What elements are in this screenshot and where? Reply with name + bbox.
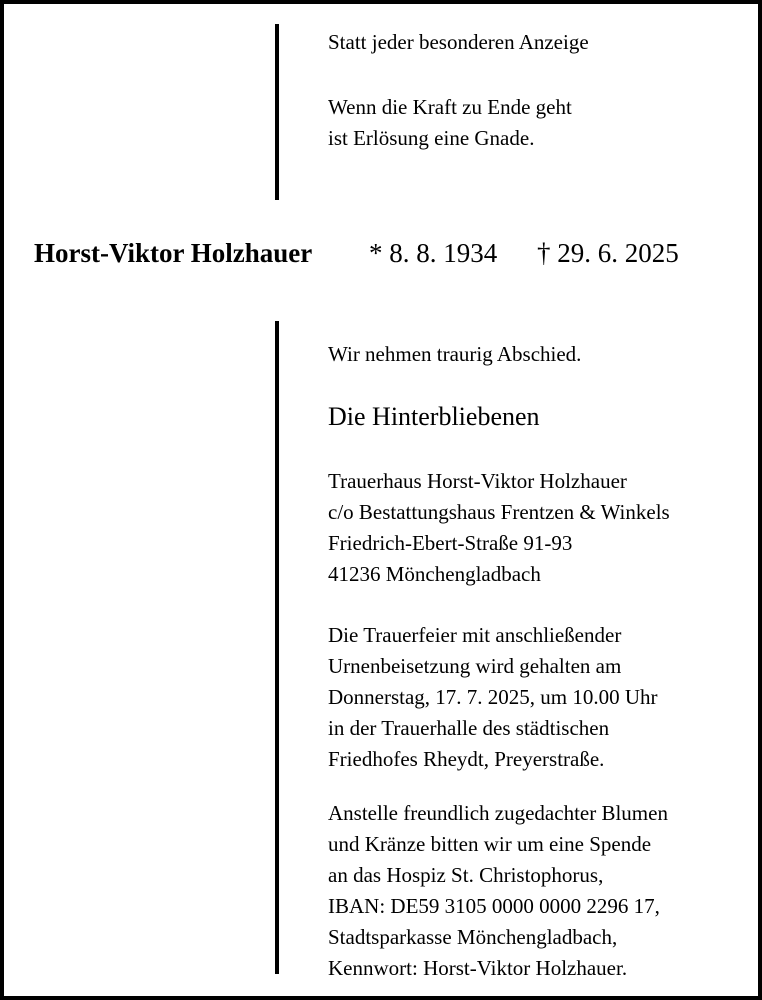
divider-line-bottom <box>275 321 279 974</box>
intro-line: Statt jeder besonderen Anzeige <box>328 30 589 54</box>
birth-date: * 8. 8. 1934 <box>369 238 498 268</box>
funeral-ceremony-info <box>328 620 658 775</box>
mourners-line: Die Hinterbliebenen <box>328 402 540 431</box>
motto-line-1: Wenn die Kraft zu Ende geht <box>328 95 572 119</box>
farewell-text <box>328 339 581 370</box>
motto-line-2: ist Erlösung eine Gnade. <box>328 126 535 150</box>
ceremony-line-3: Donnerstag, 17. 7. 2025, um 10.00 Uhr <box>328 685 658 709</box>
address-line-1: Trauerhaus Horst-Viktor Holzhauer <box>328 469 627 493</box>
address-line-3: Friedrich-Ebert-Straße 91-93 <box>328 531 573 555</box>
ceremony-line-5: Friedhofes Rheydt, Preyerstraße. <box>328 747 605 771</box>
donation-line-1: Anstelle freundlich zugedachter Blumen <box>328 801 668 825</box>
farewell-line: Wir nehmen traurig Abschied. <box>328 342 582 366</box>
divider-line-top <box>275 24 279 200</box>
ceremony-line-1: Die Trauerfeier mit anschließender <box>328 623 622 647</box>
donation-line-2: und Kränze bitten wir um eine Spende <box>328 832 652 856</box>
motto-verse <box>328 92 572 154</box>
donation-line-4: IBAN: DE59 3105 0000 0000 2296 17, <box>328 894 660 918</box>
address-line-2: c/o Bestattungshaus Frentzen & Winkels <box>328 500 670 524</box>
ceremony-line-4: in der Trauerhalle des städtischen <box>328 716 610 740</box>
ceremony-line-2: Urnenbeisetzung wird gehalten am <box>328 654 622 678</box>
donation-line-3: an das Hospiz St. Christophorus, <box>328 863 604 887</box>
mourning-house-address <box>328 466 670 590</box>
deceased-name: Horst-Viktor Holzhauer <box>34 238 313 268</box>
donation-request <box>328 798 668 984</box>
mourners-signature <box>328 400 540 434</box>
address-line-4: 41236 Mönchengladbach <box>328 562 541 586</box>
donation-line-5: Stadtsparkasse Mönchengladbach, <box>328 925 618 949</box>
donation-line-6: Kennwort: Horst-Viktor Holzhauer. <box>328 956 628 980</box>
intro-text <box>328 27 589 58</box>
death-date: † 29. 6. 2025 <box>537 238 679 268</box>
